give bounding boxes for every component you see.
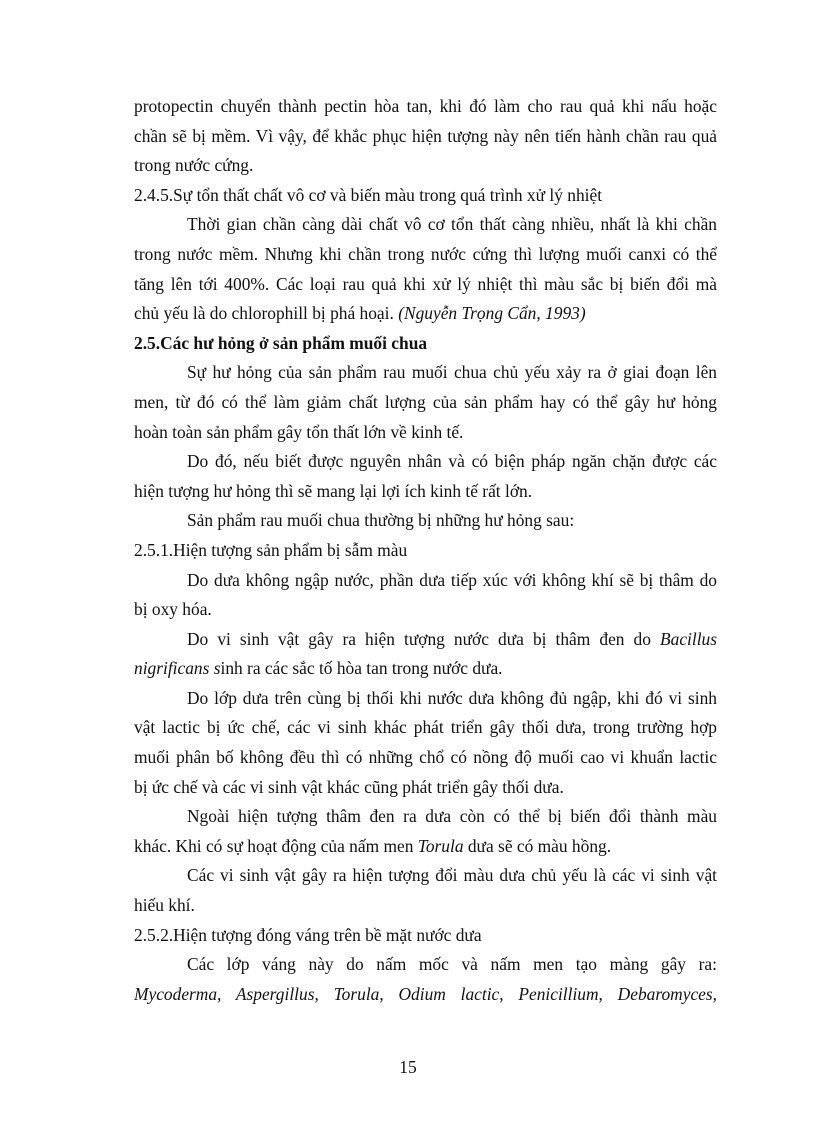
section-heading-2-5-1: 2.5.1.Hiện tượng sản phẩm bị sẫm màu [134, 539, 408, 560]
paragraph-line: Do lớp dưa trên cùng bị thối khi nước dưa không đủ ngập, khi đó vi sinh [187, 687, 717, 708]
line-text: khác. Khi có sự hoạt động của nấm men [134, 835, 418, 856]
paragraph-line-with-citation [134, 299, 717, 329]
paragraph-line: Do dưa không ngập nước, phần dưa tiếp xúc với không khí sẽ bị thâm do [187, 569, 717, 590]
paragraph-line-with-species [134, 654, 717, 684]
paragraph-line-with-species [134, 832, 717, 862]
species-list-line: Mycoderma, Aspergillus, Torula, Odium lactic, Penicillium, Debaromyces, [134, 983, 717, 1004]
species-name: Torula [417, 835, 464, 856]
paragraph-line-with-species [134, 625, 717, 655]
citation: (Nguyễn Trọng Cẩn, 1993) [398, 303, 586, 324]
paragraph-line: muối phân bố không đều thì có những chổ có nồng độ muối cao vi khuẩn lactic [134, 747, 717, 768]
paragraph-line: bị oxy hóa. [134, 599, 212, 620]
paragraph-line: Ngoài hiện tượng thâm đen ra dưa còn có thể bị biến đổi thành màu [187, 806, 717, 827]
line-text: inh ra các sắc tố hòa tan trong nước dưa. [220, 658, 503, 679]
section-heading-2-4-5: 2.4.5.Sự tổn thất chất vô cơ và biến màu trong quá trình xử lý nhiệt [134, 184, 603, 205]
line-text: Do vi sinh vật gây ra hiện tượng nước dưa bị thâm đen do [187, 628, 660, 649]
paragraph-line: chần sẽ bị mềm. Vì vậy, để khắc phục hiện tượng này nên tiến hành chần rau quả [134, 125, 717, 146]
line-text: chủ yếu là do chlorophill bị phá hoại. [134, 303, 399, 324]
paragraph-line: Thời gian chần càng dài chất vô cơ tổn thất càng nhiều, nhất là khi chần [187, 214, 717, 235]
paragraph-line: hoàn toàn sản phẩm gây tổn thất lớn về kinh tế. [134, 421, 464, 442]
species-name: Bacillus [660, 628, 717, 649]
paragraph-line: Các lớp váng này do nấm mốc và nấm men tạo màng gây ra: [187, 954, 717, 975]
line-text: dưa sẽ có màu hồng. [463, 835, 612, 856]
document-body [134, 92, 717, 1009]
section-heading-2-5: 2.5.Các hư hỏng ở sản phẩm muối chua [134, 332, 428, 353]
paragraph-line: trong nước cứng. [134, 155, 254, 176]
paragraph-line: hiếu khí. [134, 895, 195, 916]
paragraph-line: men, từ đó có thể làm giảm chất lượng của sản phẩm hay có thể gây hư hỏng [134, 391, 717, 412]
paragraph-line: Các vi sinh vật gây ra hiện tượng đổi màu dưa chủ yếu là các vi sinh vật [187, 865, 717, 886]
section-heading-2-5-2: 2.5.2.Hiện tượng đóng váng trên bề mặt nước dưa [134, 924, 482, 945]
paragraph-line: vật lactic bị ức chế, các vi sinh khác phát triển gây thối dưa, trong trường hợp [134, 717, 717, 738]
paragraph-line: Sự hư hỏng của sản phẩm rau muối chua chủ yếu xảy ra ở giai đoạn lên [187, 362, 717, 383]
paragraph-line: protopectin chuyển thành pectin hòa tan, khi đó làm cho rau quả khi nấu hoặc [134, 96, 717, 116]
paragraph-line: Sản phẩm rau muối chua thường bị những hư hỏng sau: [187, 510, 575, 531]
paragraph-line: Do đó, nếu biết được nguyên nhân và có biện pháp ngăn chặn được các [187, 451, 717, 472]
page-number: 15 [399, 1057, 417, 1077]
paragraph-line: bị ức chế và các vi sinh vật khác cũng phát triển gây thối dưa. [134, 776, 564, 797]
paragraph-line: tăng lên tới 400%. Các loại rau quả khi xử lý nhiệt thì màu sắc bị biến đổi mà [134, 273, 717, 294]
species-name: nigrificans s [134, 658, 221, 679]
paragraph-line: trong nước mềm. Nhưng khi chần trong nước cứng thì lượng muối canxi có thể [134, 243, 717, 264]
paragraph-line: hiện tượng hư hỏng thì sẽ mang lại lợi ích kinh tế rất lớn. [134, 480, 533, 501]
